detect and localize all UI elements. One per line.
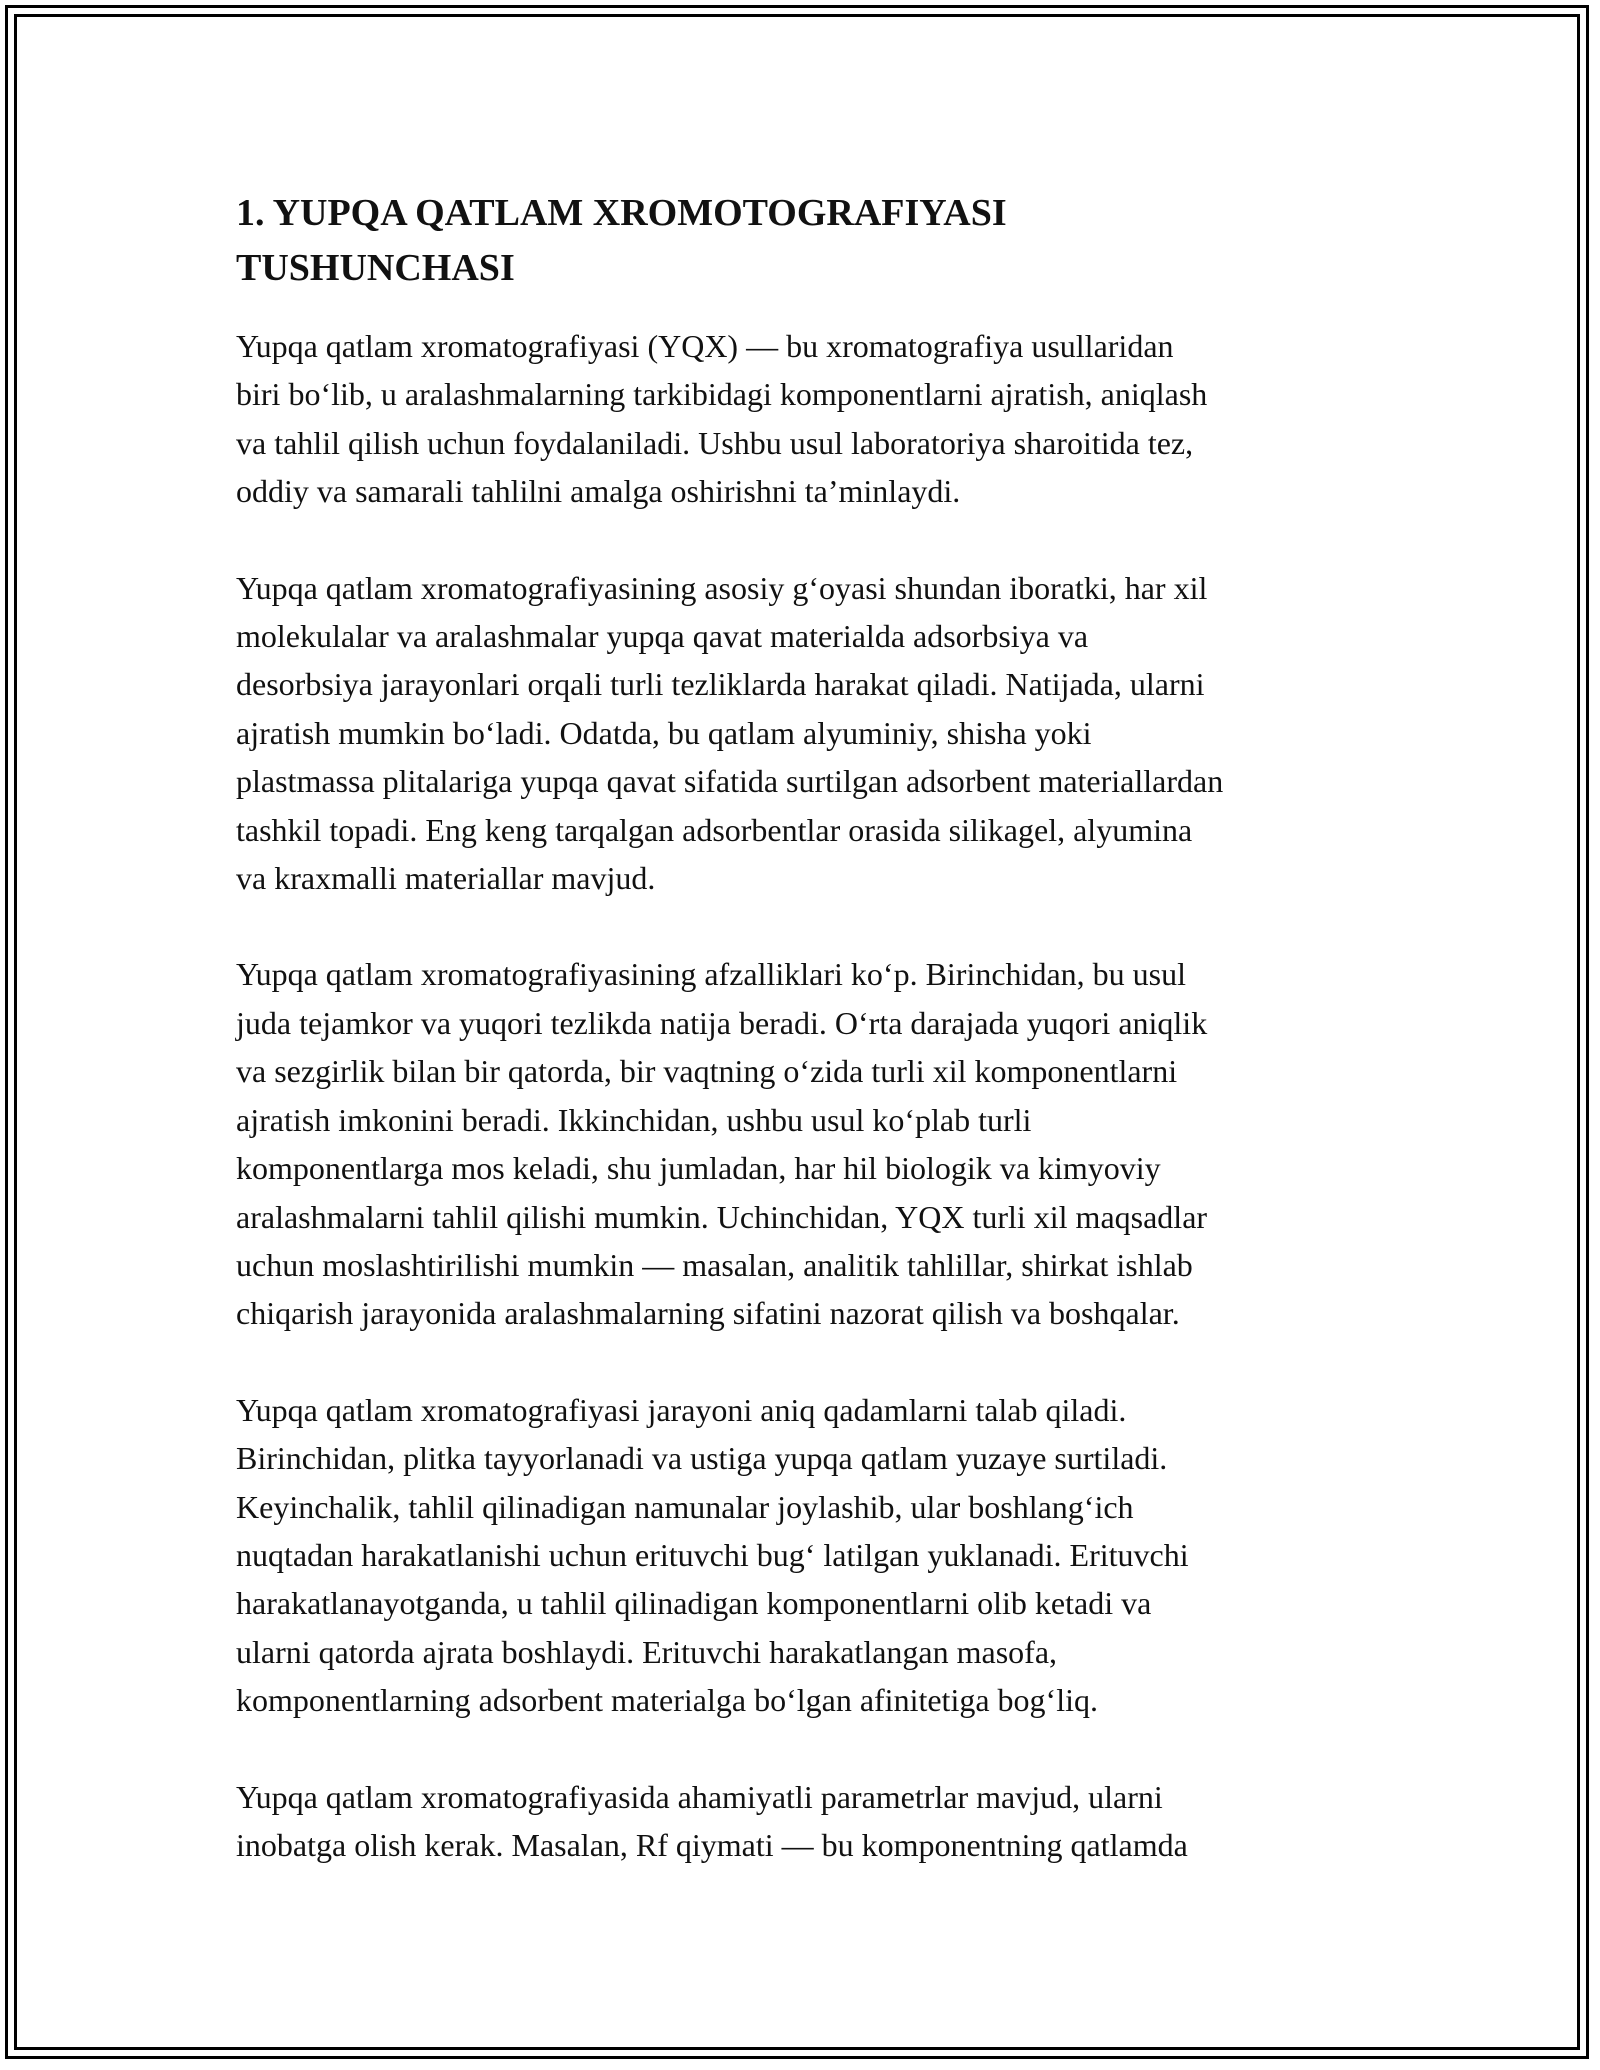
text-line: Yupqa qatlam xromatografiyasi jarayoni aniq qadamlarni talab qiladi. xyxy=(236,1391,1127,1428)
text-line: biri bo‘lib, u aralashmalarning tarkibidagi komponentlarni ajratish, aniqlash xyxy=(236,376,1208,413)
text-line: tashkil topadi. Eng keng tarqalgan adsorbentlar orasida silikagel, alyumina xyxy=(236,811,1193,848)
text-line: chiqarish jarayonida aralashmalarning sifatini nazorat qilish va boshqalar. xyxy=(236,1295,1180,1332)
text-line: oddiy va samarali tahlilni amalga oshirishni ta’minlaydi. xyxy=(236,473,961,510)
text-line: Yupqa qatlam xromatografiyasi (YQX) — bu xromatografiya usullaridan xyxy=(236,328,1174,364)
text-line: va kraxmalli materiallar mavjud. xyxy=(236,860,656,897)
text-line: ularni qatorda ajrata boshlaydi. Erituvchi harakatlangan masofa, xyxy=(236,1633,1058,1670)
text-line: komponentlarga mos keladi, shu jumladan, har hil biologik va kimyoviy xyxy=(236,1150,1161,1187)
text-line: uchun moslashtirilishi mumkin — masalan, analitik tahlillar, shirkat ishlab xyxy=(236,1246,1193,1283)
text-line: komponentlarning adsorbent materialga bo‘lgan afinitetiga bog‘liq. xyxy=(236,1682,1098,1719)
text-line: juda tejamkor va yuqori tezlikda natija beradi. O‘rta darajada yuqori aniqlik xyxy=(236,1004,1208,1041)
text-line: nuqtadan harakatlanishi uchun erituvchi bug‘ latilgan yuklanadi. Erituvchi xyxy=(236,1536,1189,1573)
text-line: aralashmalarni tahlil qilishi mumkin. Uchinchidan, YQX turli xil maqsadlar xyxy=(236,1198,1208,1235)
text-line: Birinchidan, plitka tayyorlanadi va ustiga yupqa qatlam yuzaye surtiladi. xyxy=(236,1440,1168,1477)
text-line: Keyinchalik, tahlil qilinadigan namunalar joylashib, ular boshlang‘ich xyxy=(236,1488,1134,1525)
text-line: va tahlil qilish uchun foydalaniladi. Ushbu usul laboratoriya sharoitida tez, xyxy=(236,424,1194,461)
paragraph-advantages xyxy=(236,950,1386,1337)
text-line: Yupqa qatlam xromatografiyasida ahamiyatli parametrlar mavjud, ularni xyxy=(236,1778,1163,1815)
heading-line: 1. YUPQA QATLAM XROMOTOGRAFIYASI xyxy=(236,192,1007,234)
text-line: harakatlanayotganda, u tahlil qilinadigan komponentlarni olib ketadi va xyxy=(236,1585,1152,1622)
paragraph-intro xyxy=(236,322,1386,516)
section-heading xyxy=(236,186,1386,296)
heading-line: TUSHUNCHASI xyxy=(236,247,515,289)
text-line: desorbsiya jarayonlari orqali turli tezliklarda harakat qiladi. Natijada, ularni xyxy=(236,666,1205,703)
paragraph-parameters xyxy=(236,1773,1386,1870)
text-line: ajratish imkonini beradi. Ikkinchidan, ushbu usul ko‘plab turli xyxy=(236,1101,1032,1138)
paragraph-main-idea xyxy=(236,564,1386,903)
text-line: molekulalar va aralashmalar yupqa qavat materialda adsorbsiya va xyxy=(236,618,1089,655)
paragraph-process xyxy=(236,1386,1386,1725)
text-line: Yupqa qatlam xromatografiyasining asosiy g‘oyasi shundan iboratki, har xil xyxy=(236,569,1208,606)
document-body xyxy=(236,186,1386,1917)
text-line: plastmassa plitalariga yupqa qavat sifatida surtilgan adsorbent materiallardan xyxy=(236,763,1224,800)
text-line: ajratish mumkin bo‘ladi. Odatda, bu qatlam alyuminiy, shisha yoki xyxy=(236,714,1092,751)
text-line: va sezgirlik bilan bir qatorda, bir vaqtning o‘zida turli xil komponentlarni xyxy=(236,1053,1178,1090)
text-line: Yupqa qatlam xromatografiyasining afzalliklari ko‘p. Birinchidan, bu usul xyxy=(236,956,1186,993)
text-line: inobatga olish kerak. Masalan, Rf qiymati — bu komponentning qatlamda xyxy=(236,1826,1188,1863)
